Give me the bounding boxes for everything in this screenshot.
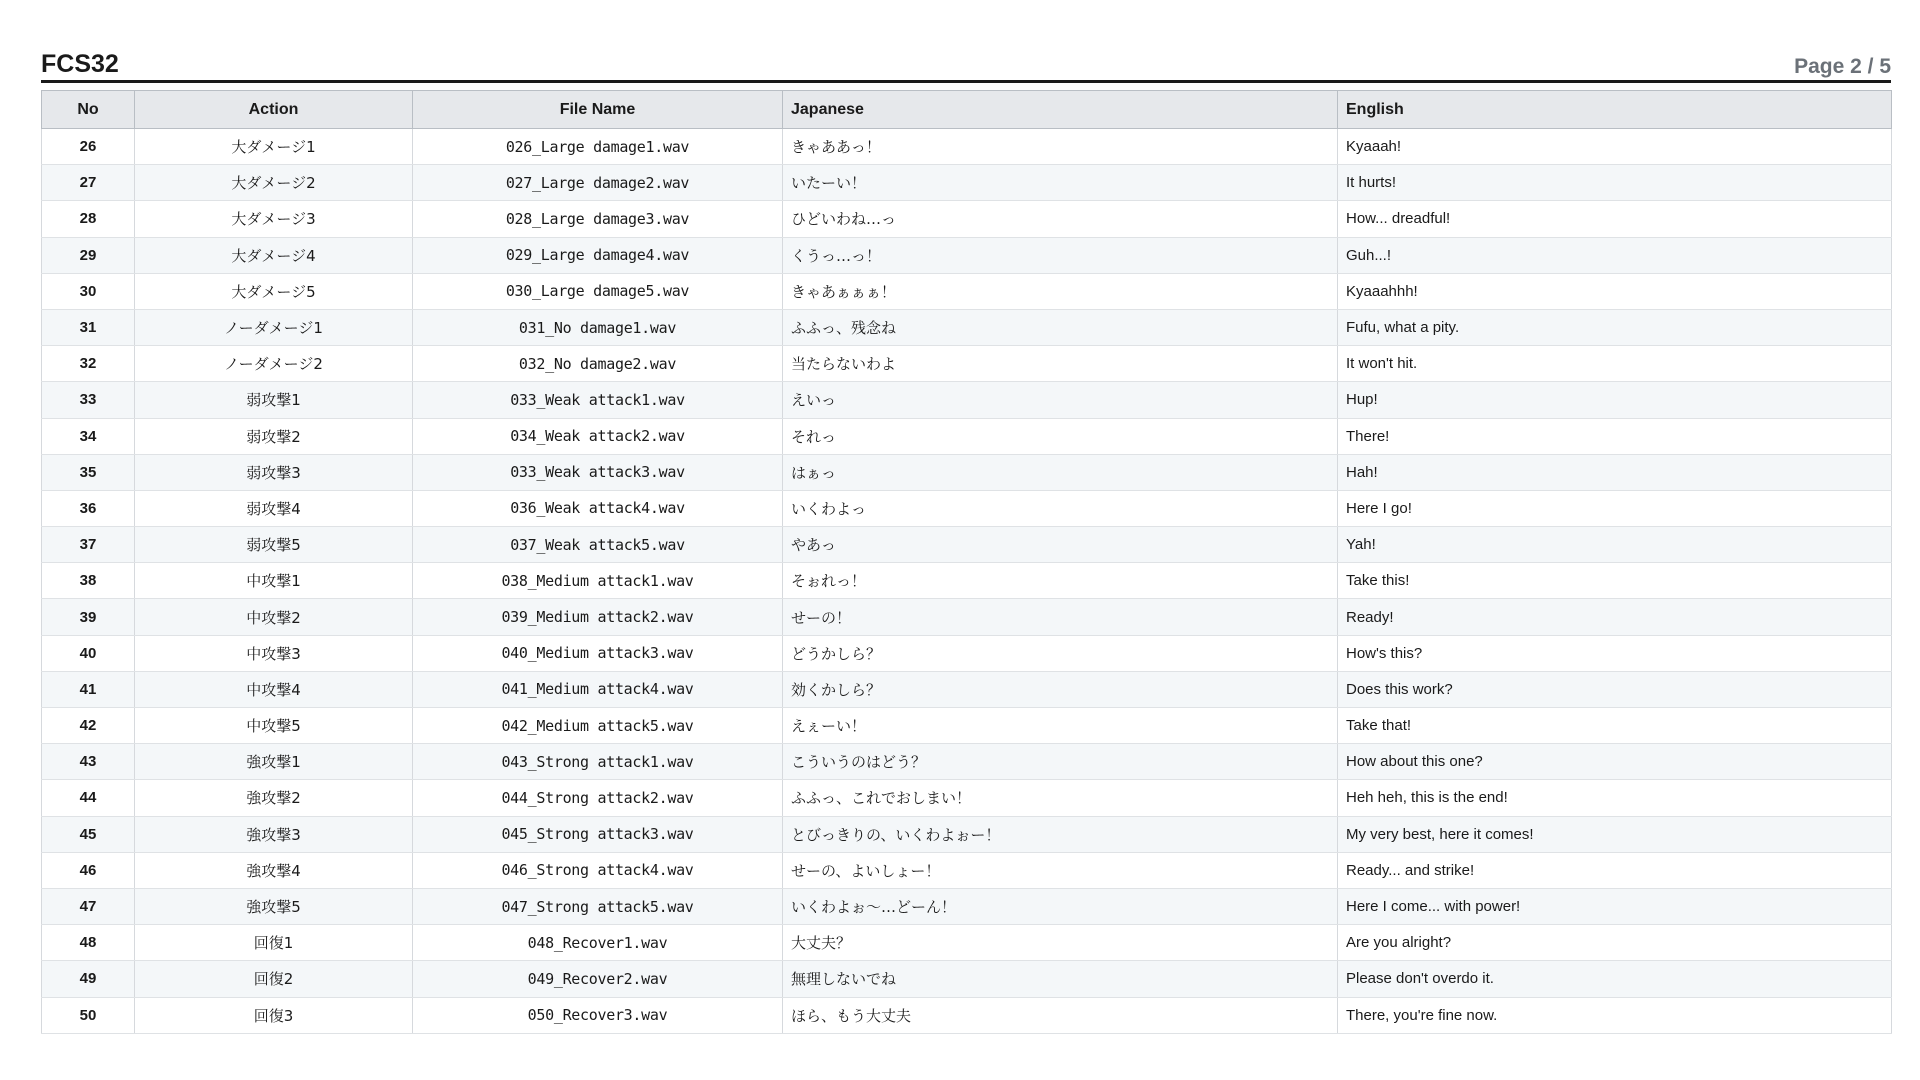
cell-action: 強攻撃3: [135, 816, 413, 852]
cell-english: Here I come... with power!: [1338, 888, 1892, 924]
cell-action: 大ダメージ2: [135, 165, 413, 201]
cell-english: Hah!: [1338, 454, 1892, 490]
cell-japanese: ふふっ、残念ね: [783, 309, 1338, 345]
voice-line-table: [41, 90, 1892, 1034]
cell-file-name: 026_Large damage1.wav: [413, 129, 783, 165]
table-row: [42, 382, 1892, 418]
cell-file-name: 028_Large damage3.wav: [413, 201, 783, 237]
cell-file-name: 032_No damage2.wav: [413, 346, 783, 382]
table-row: [42, 418, 1892, 454]
cell-file-name: 044_Strong attack2.wav: [413, 780, 783, 816]
cell-no: 29: [42, 237, 135, 273]
column-header-file-name: File Name: [413, 91, 783, 129]
column-header-english: English: [1338, 91, 1892, 129]
cell-no: 45: [42, 816, 135, 852]
cell-action: 弱攻撃2: [135, 418, 413, 454]
cell-file-name: 031_No damage1.wav: [413, 309, 783, 345]
cell-file-name: 041_Medium attack4.wav: [413, 671, 783, 707]
cell-no: 26: [42, 129, 135, 165]
cell-action: 中攻撃5: [135, 708, 413, 744]
cell-no: 39: [42, 599, 135, 635]
cell-japanese: ほら、もう大丈夫: [783, 997, 1338, 1033]
cell-english: Ready!: [1338, 599, 1892, 635]
cell-no: 28: [42, 201, 135, 237]
column-header-no: No: [42, 91, 135, 129]
table-row: [42, 490, 1892, 526]
cell-action: 回復3: [135, 997, 413, 1033]
cell-japanese: きゃあぁぁぁ！: [783, 273, 1338, 309]
cell-file-name: 042_Medium attack5.wav: [413, 708, 783, 744]
table-header-row: [42, 91, 1892, 129]
cell-japanese: いくわよぉ〜…どーん！: [783, 888, 1338, 924]
cell-english: Kyaaahhh!: [1338, 273, 1892, 309]
cell-japanese: そぉれっ！: [783, 563, 1338, 599]
cell-japanese: えいっ: [783, 382, 1338, 418]
cell-no: 48: [42, 925, 135, 961]
table-row: [42, 671, 1892, 707]
cell-no: 41: [42, 671, 135, 707]
table-row: [42, 925, 1892, 961]
cell-no: 46: [42, 852, 135, 888]
cell-action: 大ダメージ5: [135, 273, 413, 309]
table-row: [42, 708, 1892, 744]
cell-japanese: きゃああっ！: [783, 129, 1338, 165]
cell-japanese: とびっきりの、いくわよぉー！: [783, 816, 1338, 852]
cell-english: Does this work?: [1338, 671, 1892, 707]
cell-english: Are you alright?: [1338, 925, 1892, 961]
cell-no: 33: [42, 382, 135, 418]
cell-japanese: 大丈夫？: [783, 925, 1338, 961]
cell-japanese: 効くかしら？: [783, 671, 1338, 707]
cell-file-name: 047_Strong attack5.wav: [413, 888, 783, 924]
cell-english: It won't hit.: [1338, 346, 1892, 382]
cell-japanese: それっ: [783, 418, 1338, 454]
table-row: [42, 744, 1892, 780]
column-header-action: Action: [135, 91, 413, 129]
cell-english: Heh heh, this is the end!: [1338, 780, 1892, 816]
cell-no: 49: [42, 961, 135, 997]
cell-japanese: はぁっ: [783, 454, 1338, 490]
cell-japanese: くうっ…っ！: [783, 237, 1338, 273]
cell-action: 回復2: [135, 961, 413, 997]
cell-japanese: やあっ: [783, 527, 1338, 563]
cell-file-name: 037_Weak attack5.wav: [413, 527, 783, 563]
cell-english: Take this!: [1338, 563, 1892, 599]
table-row: [42, 129, 1892, 165]
cell-no: 34: [42, 418, 135, 454]
cell-file-name: 050_Recover3.wav: [413, 997, 783, 1033]
cell-no: 36: [42, 490, 135, 526]
cell-english: Yah!: [1338, 527, 1892, 563]
cell-japanese: いくわよっ: [783, 490, 1338, 526]
cell-english: Hup!: [1338, 382, 1892, 418]
table-row: [42, 599, 1892, 635]
document-title: FCS32: [41, 50, 119, 78]
cell-action: 中攻撃4: [135, 671, 413, 707]
cell-file-name: 046_Strong attack4.wav: [413, 852, 783, 888]
page-header: [41, 42, 1891, 83]
cell-japanese: こういうのはどう？: [783, 744, 1338, 780]
cell-japanese: 当たらないわよ: [783, 346, 1338, 382]
cell-no: 37: [42, 527, 135, 563]
table-row: [42, 997, 1892, 1033]
table-body: [42, 129, 1892, 1034]
cell-english: Ready... and strike!: [1338, 852, 1892, 888]
cell-file-name: 040_Medium attack3.wav: [413, 635, 783, 671]
cell-action: 弱攻撃5: [135, 527, 413, 563]
cell-no: 42: [42, 708, 135, 744]
cell-english: Take that!: [1338, 708, 1892, 744]
cell-no: 30: [42, 273, 135, 309]
cell-action: 大ダメージ1: [135, 129, 413, 165]
cell-file-name: 033_Weak attack1.wav: [413, 382, 783, 418]
cell-action: 中攻撃3: [135, 635, 413, 671]
table-row: [42, 635, 1892, 671]
cell-file-name: 034_Weak attack2.wav: [413, 418, 783, 454]
cell-no: 44: [42, 780, 135, 816]
cell-japanese: ふふっ、これでおしまい！: [783, 780, 1338, 816]
cell-no: 38: [42, 563, 135, 599]
cell-action: 強攻撃4: [135, 852, 413, 888]
cell-japanese: せーの、よいしょー！: [783, 852, 1338, 888]
cell-english: Fufu, what a pity.: [1338, 309, 1892, 345]
cell-no: 40: [42, 635, 135, 671]
cell-no: 43: [42, 744, 135, 780]
cell-action: 弱攻撃1: [135, 382, 413, 418]
cell-english: How... dreadful!: [1338, 201, 1892, 237]
cell-action: 大ダメージ3: [135, 201, 413, 237]
cell-action: 回復1: [135, 925, 413, 961]
page-indicator: Page 2 / 5: [1794, 55, 1891, 78]
table-row: [42, 237, 1892, 273]
cell-action: 弱攻撃3: [135, 454, 413, 490]
table-row: [42, 201, 1892, 237]
cell-file-name: 038_Medium attack1.wav: [413, 563, 783, 599]
cell-action: 弱攻撃4: [135, 490, 413, 526]
cell-action: ノーダメージ1: [135, 309, 413, 345]
cell-japanese: いたーい！: [783, 165, 1338, 201]
cell-english: My very best, here it comes!: [1338, 816, 1892, 852]
cell-action: 大ダメージ4: [135, 237, 413, 273]
table-row: [42, 852, 1892, 888]
cell-no: 47: [42, 888, 135, 924]
cell-japanese: せーの！: [783, 599, 1338, 635]
cell-no: 35: [42, 454, 135, 490]
cell-japanese: 無理しないでね: [783, 961, 1338, 997]
table-row: [42, 816, 1892, 852]
cell-action: 強攻撃1: [135, 744, 413, 780]
table-row: [42, 563, 1892, 599]
cell-no: 31: [42, 309, 135, 345]
cell-action: 中攻撃1: [135, 563, 413, 599]
table-row: [42, 780, 1892, 816]
cell-english: Guh...!: [1338, 237, 1892, 273]
table-row: [42, 888, 1892, 924]
cell-english: It hurts!: [1338, 165, 1892, 201]
table-row: [42, 961, 1892, 997]
table-row: [42, 527, 1892, 563]
cell-file-name: 029_Large damage4.wav: [413, 237, 783, 273]
cell-english: Please don't overdo it.: [1338, 961, 1892, 997]
cell-file-name: 039_Medium attack2.wav: [413, 599, 783, 635]
cell-no: 32: [42, 346, 135, 382]
cell-action: 強攻撃2: [135, 780, 413, 816]
cell-action: 中攻撃2: [135, 599, 413, 635]
table-row: [42, 273, 1892, 309]
cell-file-name: 036_Weak attack4.wav: [413, 490, 783, 526]
table-row: [42, 309, 1892, 345]
column-header-japanese: Japanese: [783, 91, 1338, 129]
cell-no: 50: [42, 997, 135, 1033]
cell-english: There!: [1338, 418, 1892, 454]
table-row: [42, 346, 1892, 382]
cell-english: Kyaaah!: [1338, 129, 1892, 165]
cell-japanese: ひどいわね…っ: [783, 201, 1338, 237]
cell-file-name: 045_Strong attack3.wav: [413, 816, 783, 852]
cell-english: There, you're fine now.: [1338, 997, 1892, 1033]
cell-file-name: 049_Recover2.wav: [413, 961, 783, 997]
cell-english: How about this one?: [1338, 744, 1892, 780]
cell-english: Here I go!: [1338, 490, 1892, 526]
cell-file-name: 043_Strong attack1.wav: [413, 744, 783, 780]
table-row: [42, 454, 1892, 490]
cell-japanese: えぇーい！: [783, 708, 1338, 744]
cell-file-name: 033_Weak attack3.wav: [413, 454, 783, 490]
cell-action: 強攻撃5: [135, 888, 413, 924]
cell-english: How's this?: [1338, 635, 1892, 671]
document-page: [41, 42, 1891, 1034]
cell-file-name: 030_Large damage5.wav: [413, 273, 783, 309]
cell-file-name: 027_Large damage2.wav: [413, 165, 783, 201]
cell-japanese: どうかしら？: [783, 635, 1338, 671]
cell-action: ノーダメージ2: [135, 346, 413, 382]
cell-no: 27: [42, 165, 135, 201]
table-row: [42, 165, 1892, 201]
cell-file-name: 048_Recover1.wav: [413, 925, 783, 961]
